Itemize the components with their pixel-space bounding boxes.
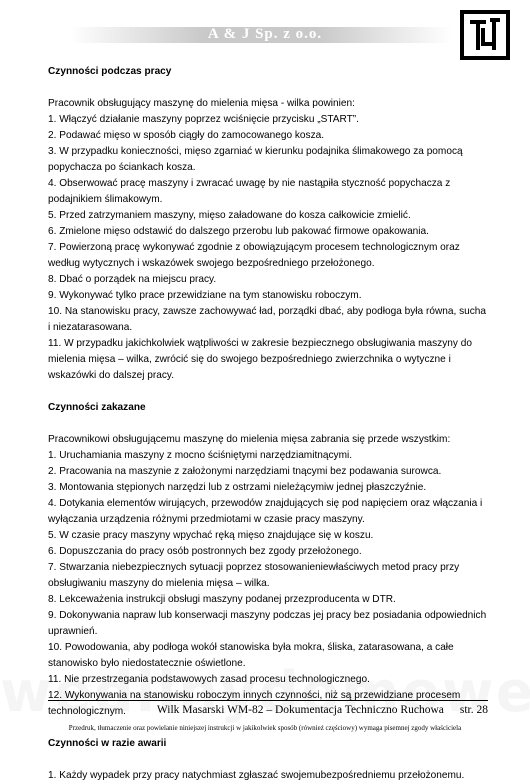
list-item: 11. W przypadku jakichkolwiek wątpliwości w zakresie bezpiecznego obsługiwania maszyny do mielenia mięsa – wilka, zwrócić się do swojego bezpośredniego zwierzchnika o wytyczne i wskazówki do dalszej pracy. <box>48 338 472 381</box>
list-item: 8. Lekceważenia instrukcji obsługi maszyny podanej przezproducenta w DTR. <box>48 594 396 605</box>
page-header <box>0 0 530 60</box>
list-item: 5. W czasie pracy maszyny wpychać ręką mięso znajdujące się w koszu. <box>48 530 374 541</box>
list-item: 1. Włączyć działanie maszyny poprzez wciśnięcie przycisku „START”. <box>48 114 359 125</box>
list-item: 3. Montowania stępionych narzędzi lub z ostrzami nieleżącymiw jednej płaszczyźnie. <box>48 482 427 493</box>
list-item: 1. Uruchamiania maszyny z mocno ściśniętymi narzędziamitnącymi. <box>48 450 353 461</box>
list-item: 9. Dokonywania napraw lub konserwacji maszyny podczas jej pracy bez posiadania odpowiednich uprawnień. <box>48 610 487 637</box>
company-logo <box>460 10 510 60</box>
section-title-emergency: Czynności w razie awarii <box>48 738 167 749</box>
footer-document-title: Wilk Masarski WM-82 – Dokumentacja Techniczno Ruchowa <box>156 704 444 716</box>
section-title-during-work: Czynności podczas pracy <box>48 66 172 77</box>
list-item: 2. Pracowania na maszynie z założonymi narzędziami tnącymi bez podawania surowca. <box>48 466 442 477</box>
section-intro: Pracownikowi obsługującemu maszynę do mielenia mięsa zabrania się przede wszystkim: <box>48 434 451 445</box>
list-item: 8. Dbać o porządek na miejscu pracy. <box>48 274 217 285</box>
list-item: 11. Nie przestrzegania podstawowych zasad procesu technologicznego. <box>48 674 370 685</box>
list-item: 3. W przypadku konieczności, mięso zgarniać w kierunku podajnika ślimakowego za pomocą popychacza po ściankach kosza. <box>48 146 463 173</box>
list-item: 12. Wykonywania na stanowisku roboczym innych czynności, niż są przewidziane procesem technologicznym. <box>48 690 461 717</box>
list-item: 9. Wykonywać tylko prace przewidziane na tym stanowisku roboczym. <box>48 290 362 301</box>
company-name: A & J Sp. z o.o. <box>207 26 323 42</box>
section-title-forbidden: Czynności zakazane <box>48 402 146 413</box>
copyright-note: Przedruk, tłumaczenie oraz powielanie niniejszej instrukcji w jakikolwiek sposób (również częściowy) wymaga pisemnej zgody właściciela <box>68 724 462 732</box>
list-item: 1. Każdy wypadek przy pracy natychmiast zgłaszać swojemubezpośredniemu przełożonemu. <box>48 770 465 781</box>
list-item: 7. Powierzoną pracę wykonywać zgodnie z obowiązującym procesem technologicznym oraz według wytycznych i wskazówek swojego bezpośredniego przełożonego. <box>48 242 460 269</box>
list-item: 2. Podawać mięso w sposób ciągły do zamocowanego kosza. <box>48 130 325 141</box>
list-item: 4. Obserwować pracę maszyny i zwracać uwagę by nie nastąpiła styczność popychacza z podajnikiem ślimakowym. <box>48 178 451 205</box>
list-item: 4. Dotykania elementów wirujących, przewodów znajdujących się pod napięciem oraz włączania i wyłączania urządzenia różnymi przedmiotami w czasie pracy maszyny. <box>48 498 483 525</box>
footer-divider <box>48 700 488 701</box>
list-item: 10. Powodowania, aby podłoga wokół stanowiska była mokra, śliska, zatarasowana, a całe stanowisko było niedostatecznie oświetlone. <box>48 642 454 669</box>
page-number: str. 28 <box>459 704 488 716</box>
section-intro: Pracownik obsługujący maszynę do mielenia mięsa - wilka powinien: <box>48 98 355 109</box>
footer-title-row <box>48 704 488 716</box>
list-item: 10. Na stanowisku pracy, zawsze zachowywać ład, porządki dbać, aby podłoga była równa, sucha i niezatarasowana. <box>48 306 487 333</box>
list-item: 6. Dopuszczania do pracy osób postronnych bez zgody przełożonego. <box>48 546 362 557</box>
list-item: 6. Zmielone mięso odstawić do dalszego przerobu lub pakować firmowe opakowania. <box>48 226 429 237</box>
list-item: 5. Przed zatrzymaniem maszyny, mięso załadowane do kosza całkowicie zmielić. <box>48 210 411 221</box>
list-item: 7. Stwarzania niebezpiecznych sytuacji poprzez stosowanieniewłaściwych metod pracy przy obsługiwaniu maszyny do mielenia mięsa – wilka. <box>48 562 460 589</box>
